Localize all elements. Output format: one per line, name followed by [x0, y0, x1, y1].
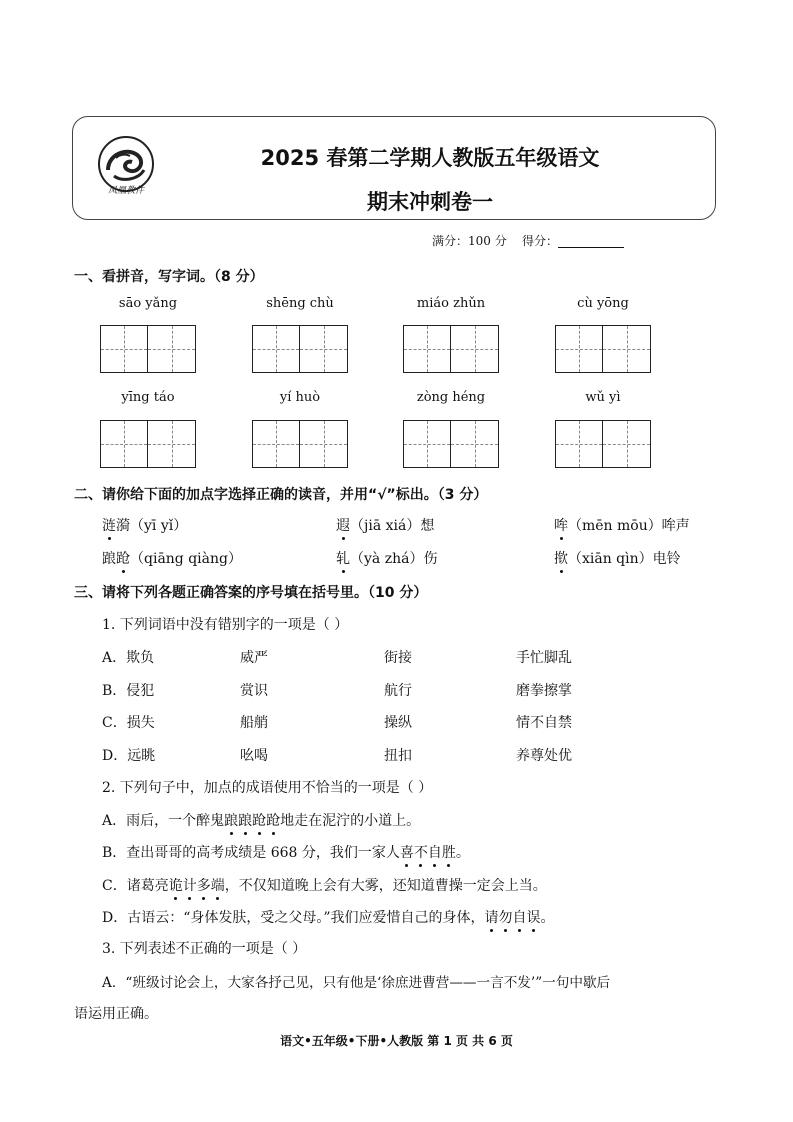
q2-option-c: C．诸葛亮诡计多端，不仅知道晚上会有大雾，还知道曹操一定会上当。 [102, 875, 547, 895]
tianzige-box[interactable] [252, 325, 348, 373]
option-word: 威严 [240, 650, 268, 666]
tianzige-box[interactable] [555, 420, 651, 468]
page-footer: 语文•五年级•下册•人教版 第 1 页 共 6 页 [280, 1034, 513, 1048]
title-line-1: 2025 春第二学期人教版五年级语文 [260, 146, 600, 170]
reading-item: 轧（yà zhá）伤 [336, 548, 437, 568]
phoenix-logo-icon [86, 136, 166, 198]
option-word: 扭扣 [384, 748, 412, 764]
reading-item: 涟漪（yī yǐ） [102, 515, 187, 535]
reading-item: 遐（jiā xiá）想 [336, 515, 434, 535]
score-blank[interactable] [558, 234, 624, 248]
tianzige-box[interactable] [555, 325, 651, 373]
option-word: D．远眺 [102, 748, 156, 764]
tianzige-box[interactable] [252, 420, 348, 468]
option-word: 吆喝 [240, 748, 268, 764]
pinyin-label: miáo zhǔn [416, 296, 486, 311]
dotted-idiom: 喜不自胜 [400, 845, 456, 861]
dotted-idiom: 踉踉跄跄 [224, 813, 280, 829]
pinyin-label: shēng chù [266, 296, 334, 311]
option-word: 赏识 [240, 683, 268, 699]
q2-option-a: A．雨后，一个醉鬼踉踉跄跄地走在泥泞的小道上。 [102, 810, 420, 830]
question-1: 1. 下列词语中没有错别字的一项是（ ） [102, 617, 349, 633]
option-word: 船艄 [240, 715, 268, 731]
reading-item: 踉跄（qiāng qiàng） [102, 548, 242, 568]
option-word: 操纵 [384, 715, 412, 731]
tianzige-box[interactable] [403, 420, 499, 468]
pinyin-label: cù yōng [577, 296, 629, 311]
q2-option-d: D．古语云：“身体发肤，受之父母。”我们应爱惜自己的身体，请勿自误。 [102, 907, 555, 927]
option-word: 街接 [384, 650, 412, 666]
full-score-label: 满分：100 分 [432, 234, 507, 248]
pinyin-label: zòng héng [416, 390, 486, 405]
q3-option-a-line1: A．“班级讨论会上，大家各抒己见，只有他是‘徐庶进曹营——一言不发’”一句中歇后 [102, 975, 611, 991]
pinyin-label: yīng táo [121, 390, 175, 405]
option-word: 磨拳擦掌 [516, 683, 572, 699]
tianzige-box[interactable] [403, 325, 499, 373]
question-2: 2. 下列句子中，加点的成语使用不恰当的一项是（ ） [102, 780, 433, 796]
title-line-2: 期末冲刺卷一 [367, 190, 493, 214]
score-line [432, 232, 624, 249]
tianzige-box[interactable] [100, 325, 196, 373]
svg-text:凤凰教件: 凤凰教件 [107, 186, 145, 196]
reading-item: 哞（mēn mōu）哞声 [554, 515, 690, 535]
option-word: C．损失 [102, 715, 155, 731]
option-word: A．欺负 [102, 650, 155, 666]
dotted-idiom: 诡计多端 [169, 878, 225, 894]
section-2-heading: 二、请你给下面的加点字选择正确的读音，并用“√”标出。（3 分） [74, 487, 488, 503]
option-word: 航行 [384, 683, 412, 699]
q3-option-a-line2: 语运用正确。 [74, 1006, 158, 1022]
option-word: B．侵犯 [102, 683, 155, 699]
section-3-heading: 三、请将下列各题正确答案的序号填在括号里。（10 分） [74, 585, 428, 601]
dotted-idiom: 请勿自误 [485, 910, 541, 926]
pinyin-label: wǔ yì [585, 390, 621, 405]
option-word: 养尊处优 [516, 748, 572, 764]
reading-item: 揿（xiān qìn）电铃 [554, 548, 681, 568]
q2-option-b: B．查出哥哥的高考成绩是 668 分，我们一家人喜不自胜。 [102, 842, 470, 862]
tianzige-box[interactable] [100, 420, 196, 468]
pinyin-label: yí huò [279, 390, 321, 405]
got-score-label: 得分： [522, 234, 559, 248]
option-word: 手忙脚乱 [516, 650, 572, 666]
question-3: 3. 下列表述不正确的一项是（ ） [102, 941, 307, 957]
option-word: 情不自禁 [516, 715, 572, 731]
pinyin-label: sāo yǎng [118, 296, 178, 311]
section-1-heading: 一、看拼音，写字词。（8 分） [74, 269, 264, 285]
